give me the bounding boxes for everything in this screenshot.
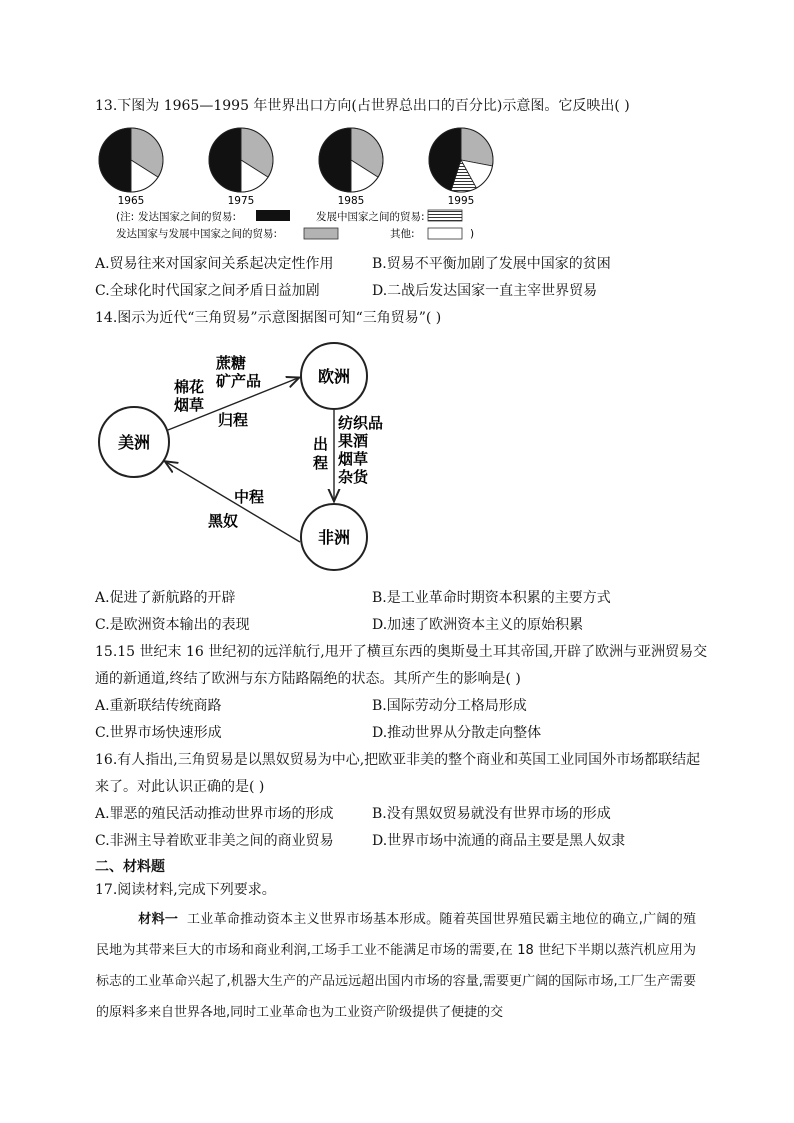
section-title: 二、材料题	[95, 859, 165, 875]
q16-option-b[interactable]: B.没有黑奴贸易就没有世界市场的形成	[372, 806, 611, 822]
label-return-trip: 归程	[218, 411, 249, 429]
pie-slice-developed-1975	[209, 128, 241, 192]
q14-stem: 14.图示为近代“三角贸易”示意图据图可知“三角贸易”( )	[95, 310, 442, 326]
q16-option-d[interactable]: D.世界市场中流通的商品主要是黑人奴隶	[372, 833, 626, 849]
label-tobacco-out: 烟草	[338, 450, 369, 468]
label-sugar: 蔗糖	[216, 354, 247, 372]
pie-year-label-1965: 1965	[117, 195, 145, 207]
label-tobacco-return: 烟草	[174, 396, 205, 414]
q15-stem-line2: 通的新通道,终结了欧洲与东方陆路隔绝的状态。其所产生的影响是( )	[95, 671, 521, 687]
pie-slice-developed-1985	[319, 128, 351, 192]
label-slaves: 黑奴	[208, 512, 239, 530]
q17-stem: 17.阅读材料,完成下列要求。	[95, 882, 276, 898]
legend-other-label: 其他:	[390, 228, 415, 240]
q13-option-b[interactable]: B.贸易不平衡加剧了发展中国家的贫困	[372, 256, 611, 272]
legend-developed-label: 发达国家之间的贸易:	[138, 211, 237, 223]
label-textiles: 纺织品	[338, 414, 384, 432]
q16-stem-line2: 来了。对此认识正确的是( )	[95, 779, 265, 795]
q15-option-d[interactable]: D.推动世界从分散走向整体	[372, 725, 542, 741]
legend-dev-developing-label: 发达国家与发展中国家之间的贸易:	[116, 228, 278, 240]
legend-note-prefix: (注:	[116, 211, 135, 223]
legend-dev-developing-swatch	[304, 228, 338, 239]
triangle-trade-diagram	[94, 334, 414, 584]
q15-option-c[interactable]: C.世界市场快速形成	[95, 725, 222, 741]
label-out-trip-2: 程	[313, 454, 329, 472]
q13-pie-figure	[94, 124, 514, 242]
legend-developed-swatch	[256, 210, 290, 221]
node-america-label: 美洲	[117, 433, 151, 452]
pie-year-label-1975: 1975	[227, 195, 255, 207]
q15-option-a[interactable]: A.重新联结传统商路	[95, 698, 222, 714]
label-sundries: 杂货	[338, 468, 369, 486]
pie-year-label-1995: 1995	[447, 195, 475, 207]
pie-slice-dev-developing-1995	[461, 128, 493, 166]
material-text: 工业革命推动资本主义世界市场基本形成。随着英国世界殖民霸主地位的确立,广阔的殖民地为其带来巨大的市场和商业利润,工场手工业不能满足市场的需要,在 18 世纪下半期以蒸汽机应用为标志的工业革命兴起了,机器大生产的产品远远超出国内市场的容量,需要更广阔的国际市场,工厂生产需要的原料多来自世界各地,同时工业革命也为工业资产阶级提供了便捷的交	[96, 912, 696, 1020]
legend-developing-swatch	[428, 210, 462, 221]
legend-developing-label: 发展中国家之间的贸易:	[316, 211, 425, 223]
q14-option-b[interactable]: B.是工业革命时期资本积累的主要方式	[372, 590, 611, 606]
legend-other-swatch	[428, 228, 462, 239]
q17-material	[96, 904, 696, 1028]
node-africa-label: 非洲	[317, 528, 351, 547]
q13-option-c[interactable]: C.全球化时代国家之间矛盾日益加剧	[95, 283, 320, 299]
pie-year-label-1985: 1985	[337, 195, 365, 207]
q14-option-d[interactable]: D.加速了欧洲资本主义的原始积累	[372, 617, 584, 633]
q14-option-c[interactable]: C.是欧洲资本输出的表现	[95, 617, 250, 633]
q15-stem-line1: 15.15 世纪末 16 世纪初的远洋航行,甩开了横亘东西的奥斯曼土耳其帝国,开辟了欧洲与亚洲贸易交	[95, 644, 708, 660]
q14-option-a[interactable]: A.促进了新航路的开辟	[95, 590, 236, 606]
legend-close: )	[470, 228, 475, 240]
label-out-trip-1: 出	[313, 435, 329, 453]
q13-option-a[interactable]: A.贸易往来对国家间关系起决定性作用	[95, 256, 334, 272]
q16-option-c[interactable]: C.非洲主导着欧亚非美之间的商业贸易	[95, 833, 334, 849]
material-label: 材料一	[138, 912, 179, 927]
label-middle-trip: 中程	[234, 488, 265, 506]
q16-option-a[interactable]: A.罪恶的殖民活动推动世界市场的形成	[95, 806, 334, 822]
label-cotton: 棉花	[174, 378, 205, 396]
label-minerals: 矿产品	[216, 372, 262, 390]
q15-option-b[interactable]: B.国际劳动分工格局形成	[372, 698, 527, 714]
q16-stem-line1: 16.有人指出,三角贸易是以黑奴贸易为中心,把欧亚非美的整个商业和英国工业同国外市场都联结起	[95, 752, 701, 768]
arrow-africa-to-america	[166, 462, 300, 542]
pie-slice-developed-1965	[99, 128, 131, 192]
q13-stem: 13.下图为 1965—1995 年世界出口方向(占世界总出口的百分比)示意图。它反映出( )	[95, 98, 630, 114]
node-europe-label: 欧洲	[317, 367, 351, 386]
label-wine: 果酒	[338, 432, 369, 450]
q13-option-d[interactable]: D.二战后发达国家一直主宰世界贸易	[372, 283, 598, 299]
